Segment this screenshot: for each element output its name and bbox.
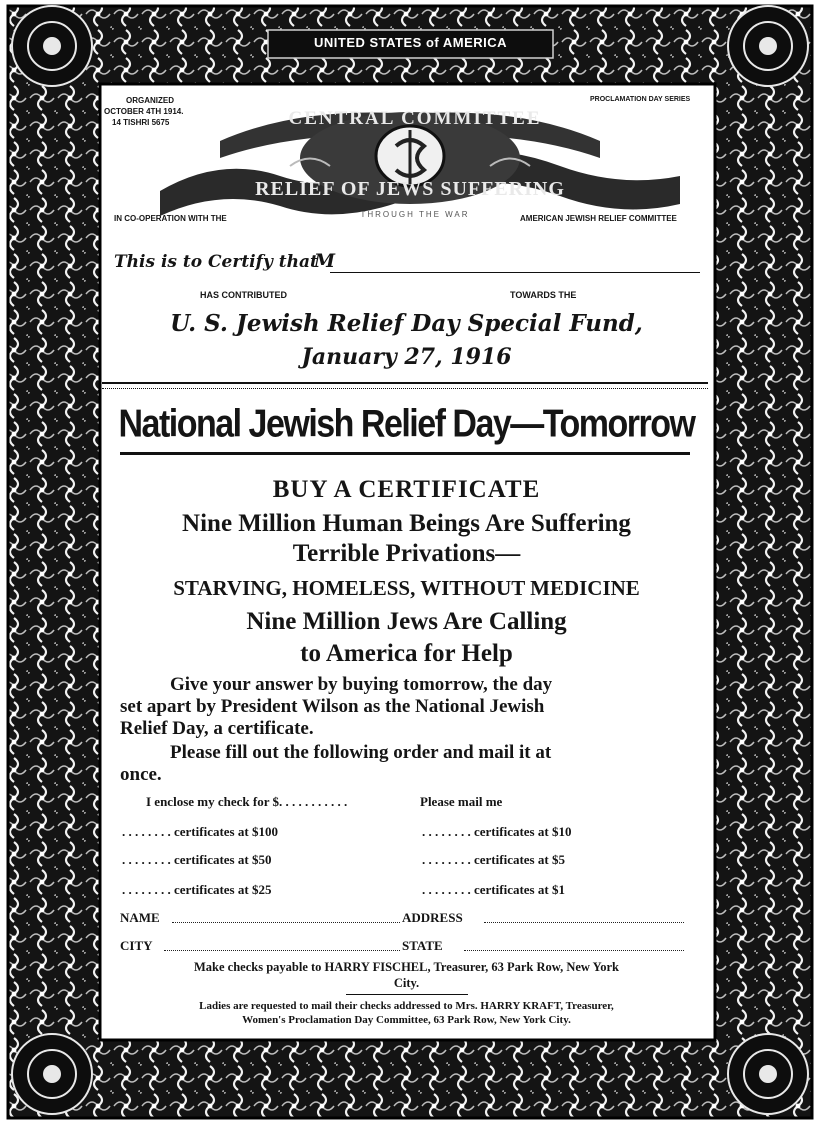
certify-name-line bbox=[330, 272, 700, 273]
corner-rosette-top-right bbox=[728, 6, 808, 86]
order-row-1-right: . . . . . . . . certificates at $10 bbox=[422, 824, 572, 839]
certificate-content bbox=[100, 86, 713, 1036]
suffering-line-1: Nine Million Human Beings Are Suffering bbox=[182, 510, 631, 537]
ladies-line-1: Ladies are requested to mail their checks addressed to Mrs. HARRY KRAFT, Treasurer, bbox=[199, 1000, 614, 1012]
para1-line-1: Give your answer by buying tomorrow, the day bbox=[170, 674, 553, 695]
organized-line-2: OCTOBER 4TH 1914. bbox=[104, 107, 184, 116]
emblem-top-text: CENTRAL COMMITTEE bbox=[288, 108, 542, 129]
certify-text: This is to Certify that bbox=[114, 252, 318, 272]
calling-line-1: Nine Million Jews Are Calling bbox=[246, 608, 567, 635]
separator-rule bbox=[102, 382, 708, 389]
address-field-line bbox=[484, 922, 684, 923]
para2-line-2: once. bbox=[120, 764, 162, 785]
state-field-line bbox=[464, 950, 684, 951]
emblem-sub-text: THROUGH THE WAR bbox=[360, 210, 470, 219]
corner-rosette-bottom-right bbox=[728, 1034, 808, 1114]
emblem-bottom-text: RELIEF OF JEWS SUFFERING bbox=[255, 178, 565, 200]
fund-date: January 27, 1916 bbox=[301, 344, 512, 370]
name-field-line bbox=[172, 922, 400, 923]
certify-prefix: M bbox=[314, 250, 336, 272]
enclose-check: I enclose my check for $. . . . . . . . . . . bbox=[146, 794, 348, 809]
series-label: PROCLAMATION DAY SERIES bbox=[590, 96, 691, 103]
order-row-1-left: . . . . . . . . certificates at $100 bbox=[122, 824, 278, 839]
para1-line-2: set apart by President Wilson as the National Jewish bbox=[120, 696, 545, 717]
name-label: NAME bbox=[120, 910, 160, 925]
fund-title: U. S. Jewish Relief Day Special Fund, bbox=[170, 310, 643, 337]
para1-line-3: Relief Day, a certificate. bbox=[120, 718, 314, 739]
ladies-line-2: Women's Proclamation Day Committee, 63 Park Row, New York City. bbox=[242, 1014, 571, 1026]
organized-line-1: ORGANIZED bbox=[126, 96, 174, 105]
suffering-line-2: Terrible Privations— bbox=[292, 540, 521, 567]
headline: National Jewish Relief Day—Tomorrow bbox=[118, 402, 695, 446]
corner-rosette-bottom-left bbox=[12, 1034, 92, 1114]
address-label: ADDRESS bbox=[402, 910, 463, 925]
city-label: CITY bbox=[120, 938, 153, 953]
checks-payable-line-2: City. bbox=[393, 976, 420, 990]
headline-rule bbox=[120, 452, 690, 455]
cooperation-right: AMERICAN JEWISH RELIEF COMMITTEE bbox=[520, 214, 677, 223]
city-field-line bbox=[164, 950, 400, 951]
border-top-label: UNITED STATES of AMERICA bbox=[313, 35, 508, 50]
order-row-2-right: . . . . . . . . certificates at $5 bbox=[422, 852, 565, 867]
order-row-2-left: . . . . . . . . certificates at $50 bbox=[122, 852, 272, 867]
order-row-3-right: . . . . . . . . certificates at $1 bbox=[422, 882, 565, 897]
organized-line-3: 14 TISHRI 5675 bbox=[112, 118, 170, 127]
buy-certificate: BUY A CERTIFICATE bbox=[272, 476, 541, 503]
state-label: STATE bbox=[402, 938, 443, 953]
cooperation-left: IN CO-OPERATION WITH THE bbox=[114, 214, 227, 223]
starving-line: STARVING, HOMELESS, WITHOUT MEDICINE bbox=[173, 576, 640, 600]
please-mail-me: Please mail me bbox=[420, 794, 503, 809]
towards-the: TOWARDS THE bbox=[510, 290, 577, 300]
checks-payable-line-1: Make checks payable to HARRY FISCHEL, Treasurer, 63 Park Row, New York bbox=[193, 960, 620, 974]
corner-rosette-top-left bbox=[12, 6, 92, 86]
order-row-3-left: . . . . . . . . certificates at $25 bbox=[122, 882, 272, 897]
calling-line-2: to America for Help bbox=[300, 640, 513, 667]
has-contributed: HAS CONTRIBUTED bbox=[200, 290, 287, 300]
para2-line-1: Please fill out the following order and mail it at bbox=[170, 742, 552, 763]
footer-rule bbox=[346, 994, 468, 995]
